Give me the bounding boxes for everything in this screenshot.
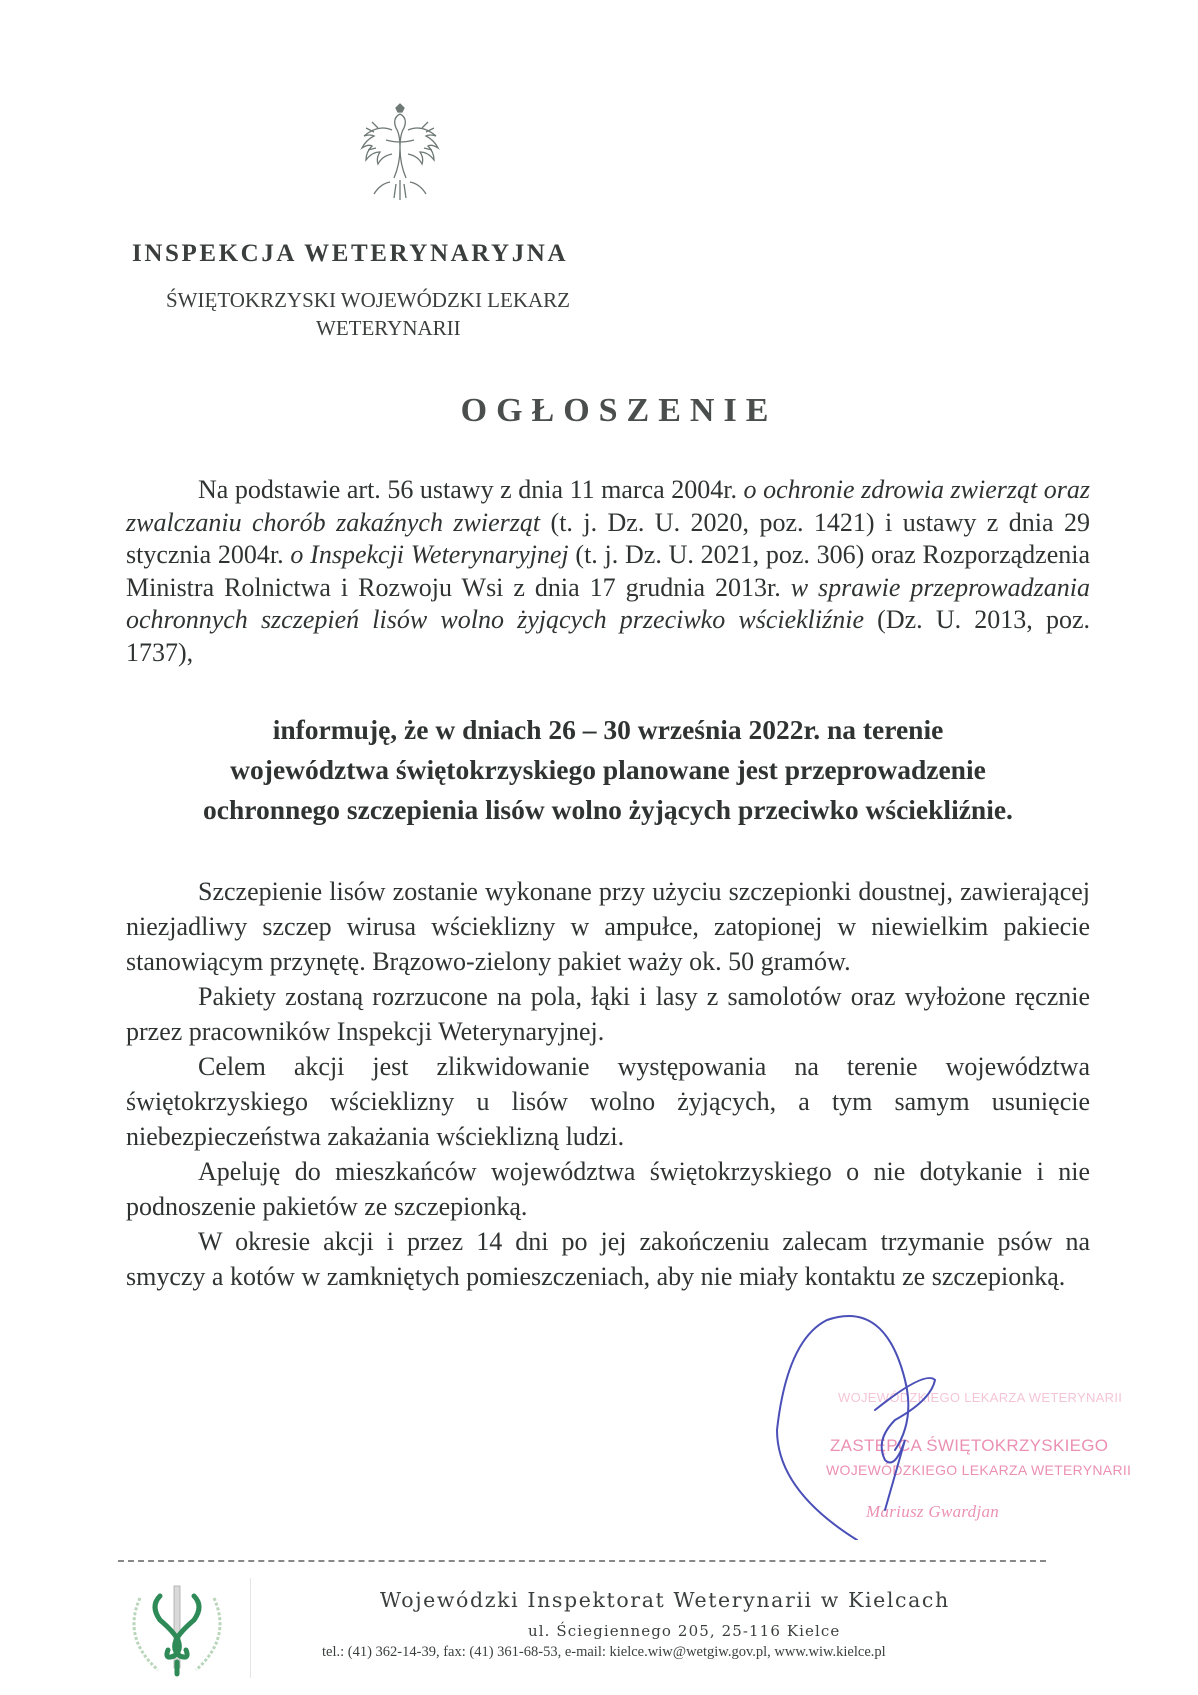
legal-act-title: o Inspekcji Weterynaryjnej bbox=[290, 540, 569, 569]
stamp-title-line1: ZASTĘPCA ŚWIĘTOKRZYSKIEGO bbox=[830, 1436, 1109, 1455]
office-title-line2: WETERYNARII bbox=[316, 316, 461, 340]
details-paragraph: Pakiety zostaną rozrzucone na pola, łąki i lasy z samolotów oraz wyłożone ręcznie przez pracowników Inspekcji Weterynaryjnej. bbox=[126, 982, 1090, 1046]
legal-basis-segment: (Dz. U. 2013, poz. 1737), bbox=[126, 605, 1090, 667]
legal-basis-paragraph bbox=[126, 474, 1090, 669]
legal-basis-text bbox=[126, 474, 1090, 669]
details-paragraph: Apeluję do mieszkańców województwa świętokrzyskiego o nie dotykanie i nie podnoszenie pakietów ze szczepionką. bbox=[126, 1157, 1090, 1221]
legal-basis-segment: (t. j. Dz. U. 2021, poz. 306) oraz Rozporządzenia Ministra Rolnictwa i Rozwoju Wsi z dnia 17 grudnia 2013r. bbox=[126, 540, 1090, 602]
legal-act-title: o ochronie zdrowia zwierząt oraz zwalczaniu chorób zakaźnych zwierząt bbox=[126, 475, 1090, 537]
details-paragraph: W okresie akcji i przez 14 dni po jej zakończeniu zalecam trzymanie psów na smyczy a kotów w zamkniętych pomieszczeniach, aby nie miały kontaktu ze szczepionką. bbox=[126, 1227, 1090, 1291]
announcement-line: informuję, że w dniach 26 – 30 września 2022r. na terenie bbox=[272, 714, 944, 745]
stamp-signatory-name: Mariusz Gwardjan bbox=[866, 1502, 1000, 1521]
organization-name: INSPEKCJA WETERYNARYJNA bbox=[132, 240, 569, 267]
details-section bbox=[126, 874, 1090, 1294]
legal-act-title: w sprawie przeprowadzania ochronnych szczepień lisów wolno żyjących przeciwko wściekliźnie bbox=[126, 572, 1090, 634]
legal-basis-segment: Na podstawie art. 56 ustawy z dnia 11 marca 2004r. bbox=[198, 475, 744, 504]
details-paragraph: Celem akcji jest zlikwidowanie występowania na terenie województwa świętokrzyskiego wścieklizny u lisów wolno żyjących, a tym samym usunięcie niebezpieczeństwa zakażania wścieklizną ludzi. bbox=[126, 1052, 1090, 1151]
polish-eagle-emblem-icon bbox=[352, 100, 448, 210]
details-paragraph: Szczepienie lisów zostanie wykonane przy użyciu szczepionki doustnej, zawierającej niezjadliwy szczep wirusa wścieklizny w ampułce, zatopionej w niewielkim pakiecie stanowiącym przynętę. Brązowo-zielony pakiet waży ok. 50 gramów. bbox=[126, 877, 1090, 976]
footer-vertical-rule bbox=[250, 1578, 251, 1678]
announcement-block bbox=[126, 710, 1090, 830]
footer-contact-info: tel.: (41) 362-14-39, fax: (41) 361-68-53, e-mail: kielce.wiw@wetgiw.gov.pl, www.wiw.kielce.pl bbox=[322, 1644, 886, 1660]
announcement-line: województwa świętokrzyskiego planowane jest przeprowadzenie bbox=[230, 754, 986, 785]
footer-address: ul. Ściegiennego 205, 25-116 Kielce bbox=[528, 1622, 841, 1640]
footer-institution-name: Wojewódzki Inspektorat Weterynarii w Kielcach bbox=[380, 1588, 950, 1612]
announcement-line: ochronnego szczepienia lisów wolno żyjących przeciwko wściekliźnie. bbox=[203, 794, 1013, 825]
document-title: OGŁOSZENIE bbox=[460, 392, 778, 429]
stamp-faded-line: WOJEWÓDZKIEGO LEKARZA WETERYNARII bbox=[838, 1390, 1123, 1405]
handwritten-signature-icon bbox=[775, 1290, 1075, 1540]
stamp-title-line2: WOJEWÓDZKIEGO LEKARZA WETERYNARII bbox=[826, 1462, 1132, 1478]
veterinary-caduceus-logo-icon bbox=[122, 1578, 232, 1678]
office-title-line1: ŚWIĘTOKRZYSKI WOJEWÓDZKI LEKARZ bbox=[166, 288, 571, 312]
footer-divider bbox=[118, 1560, 1046, 1562]
legal-basis-segment: (t. j. Dz. U. 2020, poz. 1421) i ustawy z dnia 29 stycznia 2004r. bbox=[126, 507, 1090, 569]
